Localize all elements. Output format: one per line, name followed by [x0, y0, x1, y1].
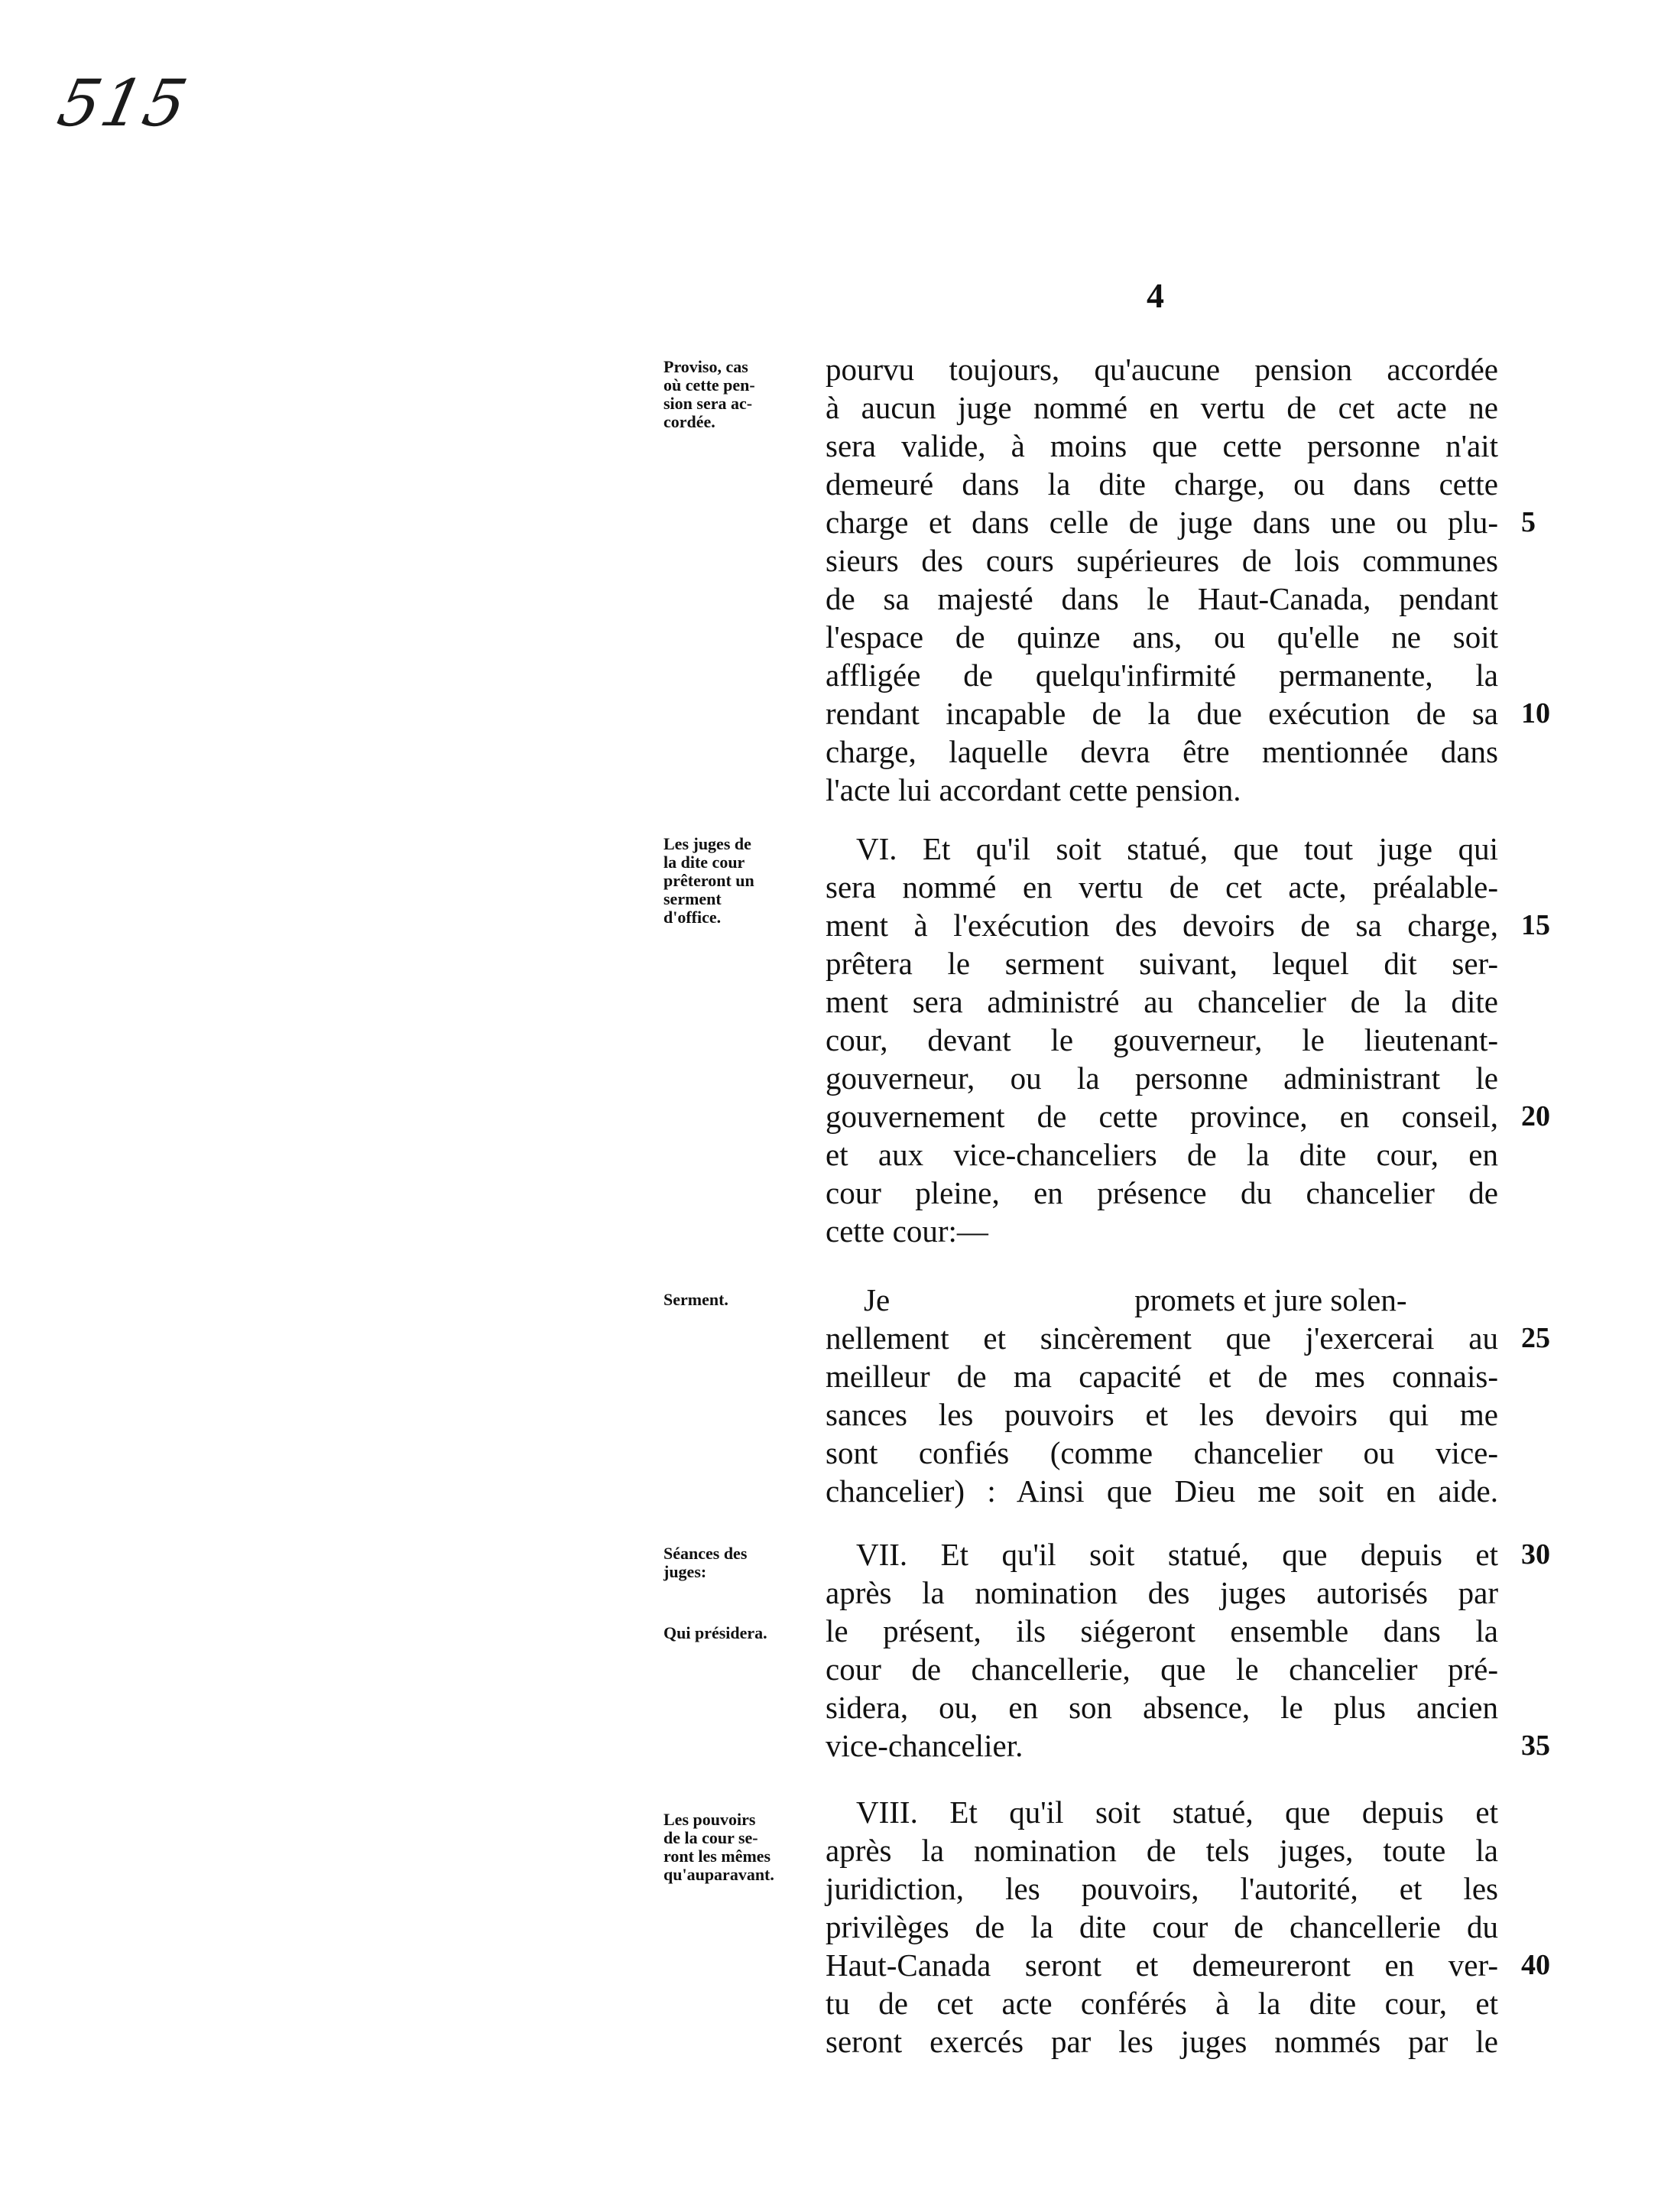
text-line: cette cour:—: [826, 1213, 988, 1249]
margin-note-proviso: [663, 358, 816, 431]
text-line: tu de cet acte conférés à la dite cour, et: [826, 1986, 1498, 2021]
text-line: cour pleine, en présence du chancelier de: [826, 1175, 1498, 1210]
text-line: ment à l'exécution des devoirs de sa charge,: [826, 908, 1498, 943]
margin-note-line: Qui présidera.: [663, 1623, 767, 1642]
section-article-vi: [826, 830, 1498, 1250]
handwritten-folio-number: 515: [51, 66, 195, 141]
margin-note-line: prêteront un: [663, 871, 754, 890]
text-line: chancelier) : Ainsi que Dieu me soit en aide.: [826, 1473, 1498, 1509]
text-line: ment sera administré au chancelier de la dite: [826, 984, 1498, 1019]
text-line: charge, laquelle devra être mentionnée dans: [826, 734, 1498, 769]
margin-note-line: de la cour se-: [663, 1828, 758, 1847]
margin-note-line: qu'auparavant.: [663, 1865, 774, 1884]
margin-note-pouvoirs: [663, 1811, 816, 1884]
text-line: l'espace de quinze ans, ou qu'elle ne soit: [826, 619, 1498, 655]
margin-note-line: juges:: [663, 1562, 707, 1581]
text-line: après la nomination des juges autorisés par: [826, 1575, 1498, 1610]
margin-note-line: Les juges de: [663, 834, 751, 853]
section-article-vii: [826, 1535, 1498, 1765]
text-line: sieurs des cours supérieures de lois communes: [826, 543, 1498, 578]
text-line: sances les pouvoirs et les devoirs qui me: [826, 1397, 1498, 1432]
line-number: 15: [1521, 909, 1550, 941]
margin-note-line: Les pouvoirs: [663, 1810, 756, 1829]
margin-note-line: où cette pen-: [663, 375, 755, 395]
line-number: 25: [1521, 1322, 1550, 1354]
text-line: à aucun juge nommé en vertu de cet acte ne: [826, 390, 1498, 425]
text-line: privilèges de la dite cour de chancellerie du: [826, 1909, 1498, 1944]
line-number: 5: [1521, 506, 1536, 538]
text-line: pourvu toujours, qu'aucune pension accordée: [826, 352, 1498, 387]
oath-first-line: [826, 1281, 1498, 1319]
text-line: cour de chancellerie, que le chancelier pré-: [826, 1652, 1498, 1687]
margin-note-seances: [663, 1545, 816, 1581]
margin-note-line: sion sera ac-: [663, 394, 753, 413]
text-line: seront exercés par les juges nommés par le: [826, 2024, 1498, 2059]
text-line: charge et dans celle de juge dans une ou plu-: [826, 505, 1498, 540]
section-oath: [826, 1281, 1498, 1510]
text-line: après la nomination de tels juges, toute la: [826, 1833, 1498, 1868]
text-line: juridiction, les pouvoirs, l'autorité, et les: [826, 1871, 1498, 1906]
text-line: cour, devant le gouverneur, le lieutenant-: [826, 1022, 1498, 1057]
text-line: le présent, ils siégeront ensemble dans la: [826, 1613, 1498, 1648]
text-line: gouverneur, ou la personne administrant le: [826, 1061, 1498, 1096]
text-line: VIII. Et qu'il soit statué, que depuis et: [856, 1795, 1498, 1830]
margin-note-qui-presidera: [663, 1624, 816, 1642]
text-line: sont confiés (comme chancelier ou vice-: [826, 1435, 1498, 1470]
text-line: et aux vice-chanceliers de la dite cour, en: [826, 1137, 1498, 1172]
margin-note-line: serment: [663, 889, 722, 908]
margin-note-line: Serment.: [663, 1290, 728, 1309]
page-number: 4: [1147, 276, 1164, 315]
section-proviso: [826, 350, 1498, 809]
margin-note-serment-office: [663, 835, 816, 927]
margin-note-line: Proviso, cas: [663, 357, 748, 376]
text-line: sera nommé en vertu de cet acte, préalable-: [826, 869, 1498, 905]
text-line: VII. Et qu'il soit statué, que depuis et: [856, 1537, 1498, 1572]
text-line: prêtera le serment suivant, lequel dit ser-: [826, 946, 1498, 981]
text-line: de sa majesté dans le Haut-Canada, pendant: [826, 581, 1498, 616]
margin-note-line: Séances des: [663, 1544, 748, 1563]
text-line: meilleur de ma capacité et de mes connais-: [826, 1359, 1498, 1394]
text-line: sidera, ou, en son absence, le plus ancien: [826, 1690, 1498, 1725]
text-line: l'acte lui accordant cette pension.: [826, 772, 1241, 807]
line-number: 10: [1521, 697, 1550, 729]
text-line: demeuré dans la dite charge, ou dans cette: [826, 466, 1498, 502]
text-line: vice-chancelier.: [826, 1728, 1024, 1763]
oath-first-word: Je: [864, 1282, 891, 1317]
margin-note-line: la dite cour: [663, 853, 745, 872]
line-number: 40: [1521, 1949, 1550, 1981]
text-line: rendant incapable de la due exécution de sa: [826, 696, 1498, 731]
margin-note-line: ront les mêmes: [663, 1847, 771, 1866]
margin-note-line: d'office.: [663, 908, 722, 927]
text-line: VI. Et qu'il soit statué, que tout juge qui: [856, 831, 1498, 866]
margin-note-serment: [663, 1291, 816, 1309]
section-article-viii: [826, 1793, 1498, 2061]
line-number: 30: [1521, 1538, 1550, 1570]
text-line: affligée de quelqu'infirmité permanente, la: [826, 658, 1498, 693]
text-line: Haut-Canada seront et demeureront en ver-: [826, 1947, 1498, 1983]
oath-first-rest: promets et jure solen-: [1134, 1282, 1407, 1317]
text-line: nellement et sincèrement que j'exercerai au: [826, 1320, 1498, 1356]
text-line: sera valide, à moins que cette personne n'ait: [826, 428, 1498, 463]
line-number: 20: [1521, 1100, 1550, 1132]
line-number: 35: [1521, 1730, 1550, 1762]
margin-note-line: cordée.: [663, 412, 715, 431]
text-line: gouvernement de cette province, en conseil,: [826, 1099, 1498, 1134]
